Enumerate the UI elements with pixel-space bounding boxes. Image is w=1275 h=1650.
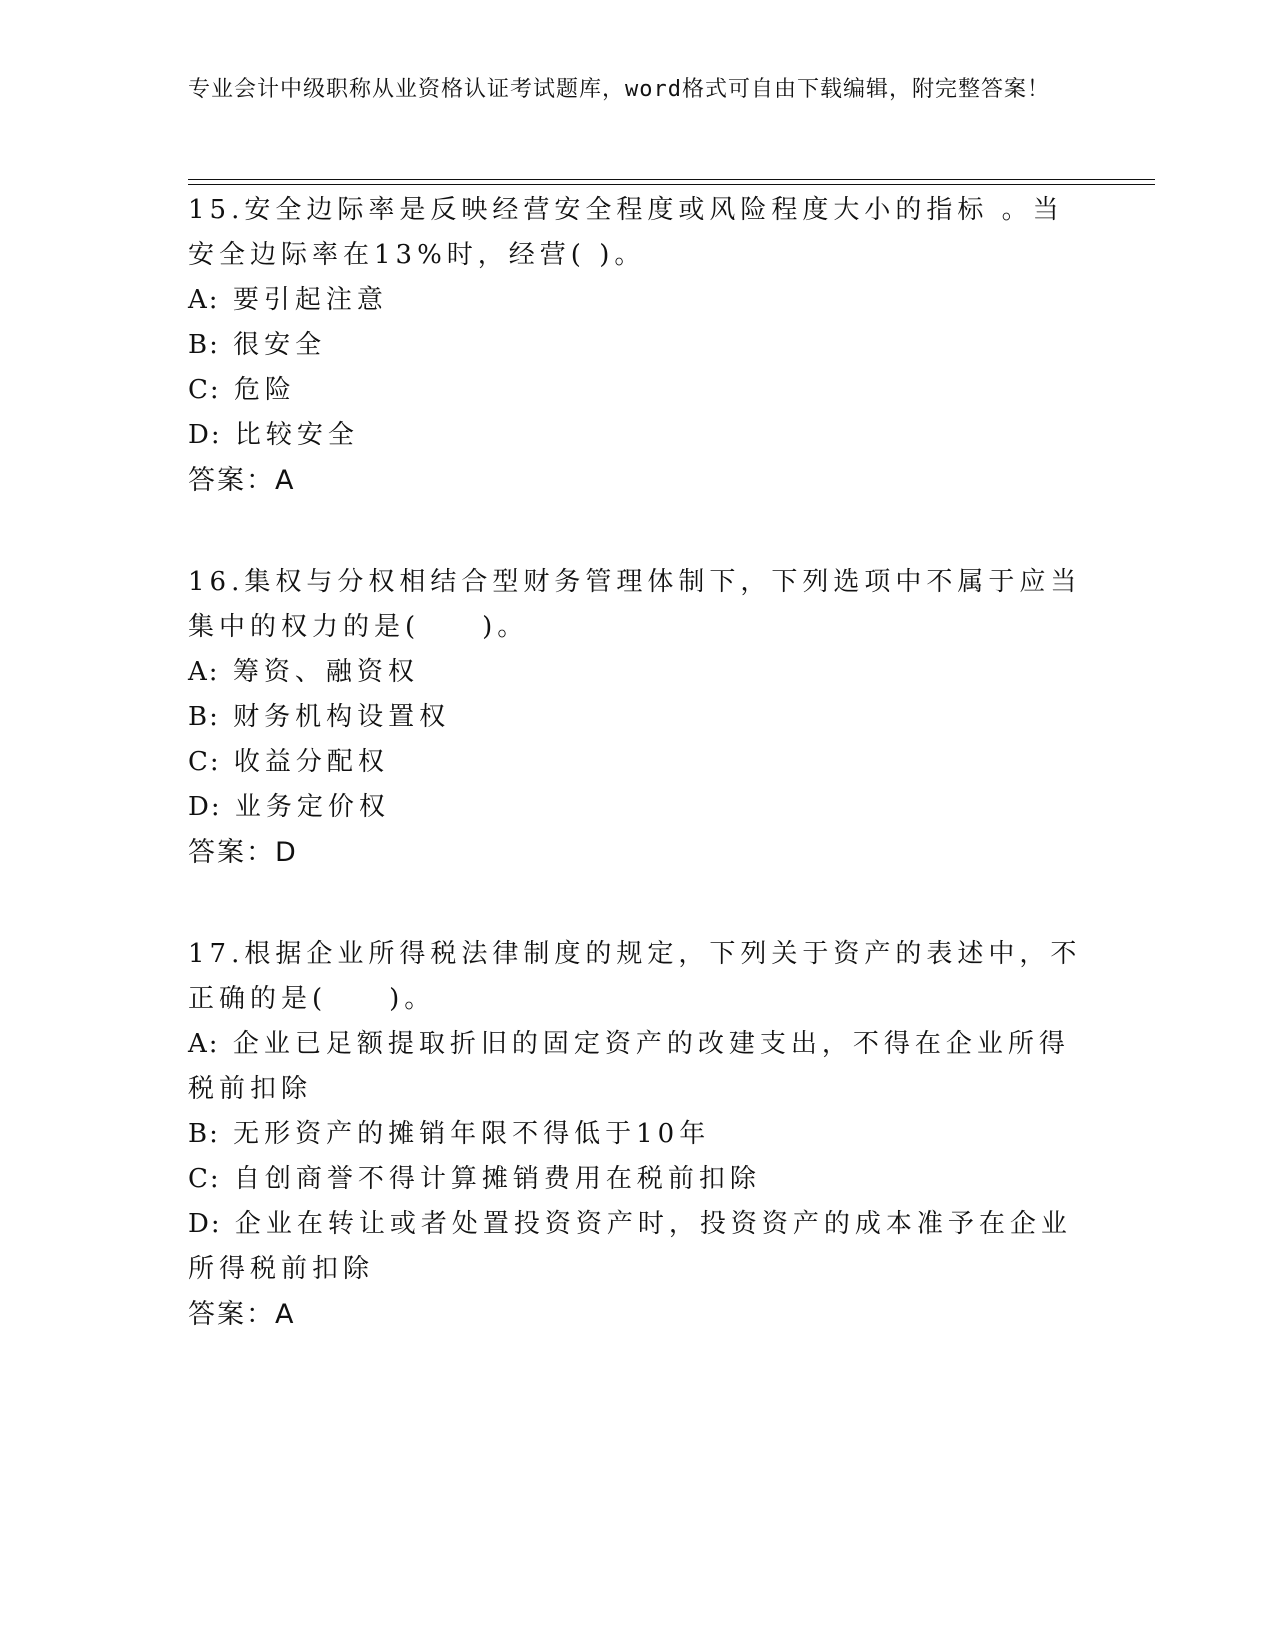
option-text: 财务机构设置权 <box>233 702 451 732</box>
option-text: 要引起注意 <box>232 285 388 315</box>
answer-line: 答案：D <box>188 837 298 868</box>
question-stem: 17.根据企业所得税法律制度的规定，下列关于资产的表述中，不正确的是( )。 <box>188 939 1082 1014</box>
question-stem: 15.安全边际率是反映经营安全程度或风险程度大小的指标 。当安全边际率在13%时，经营( )。 <box>188 195 1064 270</box>
question-15 <box>188 188 1088 504</box>
option-text: 比较安全 <box>234 420 359 450</box>
answer-line: 答案：A <box>188 1299 296 1330</box>
option-c <box>188 368 1088 413</box>
option-label: A: <box>188 285 220 315</box>
option-label: D: <box>188 792 222 822</box>
option-text: 收益分配权 <box>233 747 389 777</box>
option-text: 企业在转让或者处置投资资产时，投资资产的成本准予在企业所得税前扣除 <box>188 1209 1072 1284</box>
option-a <box>188 278 1088 323</box>
option-a <box>188 650 1088 695</box>
option-d <box>188 1202 1088 1292</box>
option-text: 业务定价权 <box>234 792 390 822</box>
document-header: 专业会计中级职称从业资格认证考试题库，word格式可自由下载编辑，附完整答案！ <box>188 77 1050 102</box>
option-label: A: <box>188 1029 220 1059</box>
option-b <box>188 1112 1088 1157</box>
option-text: 无形资产的摊销年限不得低于10年 <box>233 1119 711 1149</box>
question-17 <box>188 932 1088 1338</box>
option-text: 很安全 <box>233 330 327 360</box>
option-label: C: <box>188 1164 221 1194</box>
option-label: A: <box>188 657 220 687</box>
header-rule-bottom <box>188 184 1155 185</box>
option-text: 企业已足额提取折旧的固定资产的改建支出，不得在企业所得税前扣除 <box>188 1029 1070 1104</box>
option-b <box>188 323 1088 368</box>
option-label: B: <box>188 330 220 360</box>
option-d <box>188 413 1088 458</box>
option-label: C: <box>188 375 221 405</box>
question-list <box>188 188 1088 1394</box>
option-a <box>188 1022 1088 1112</box>
option-label: B: <box>188 1119 220 1149</box>
option-text: 筹资、融资权 <box>232 657 419 687</box>
option-label: D: <box>188 1209 222 1239</box>
question-16 <box>188 560 1088 876</box>
question-stem: 16.集权与分权相结合型财务管理体制下，下列选项中不属于应当集中的权力的是( )。 <box>188 567 1082 642</box>
answer-line: 答案：A <box>188 465 296 496</box>
option-b <box>188 695 1088 740</box>
option-c <box>188 740 1088 785</box>
option-c <box>188 1157 1088 1202</box>
option-text: 自创商誉不得计算摊销费用在税前扣除 <box>233 1164 761 1194</box>
option-label: C: <box>188 747 221 777</box>
header-rule-top <box>188 179 1155 180</box>
option-d <box>188 785 1088 830</box>
option-text: 危险 <box>233 375 296 405</box>
option-label: D: <box>188 420 222 450</box>
option-label: B: <box>188 702 220 732</box>
